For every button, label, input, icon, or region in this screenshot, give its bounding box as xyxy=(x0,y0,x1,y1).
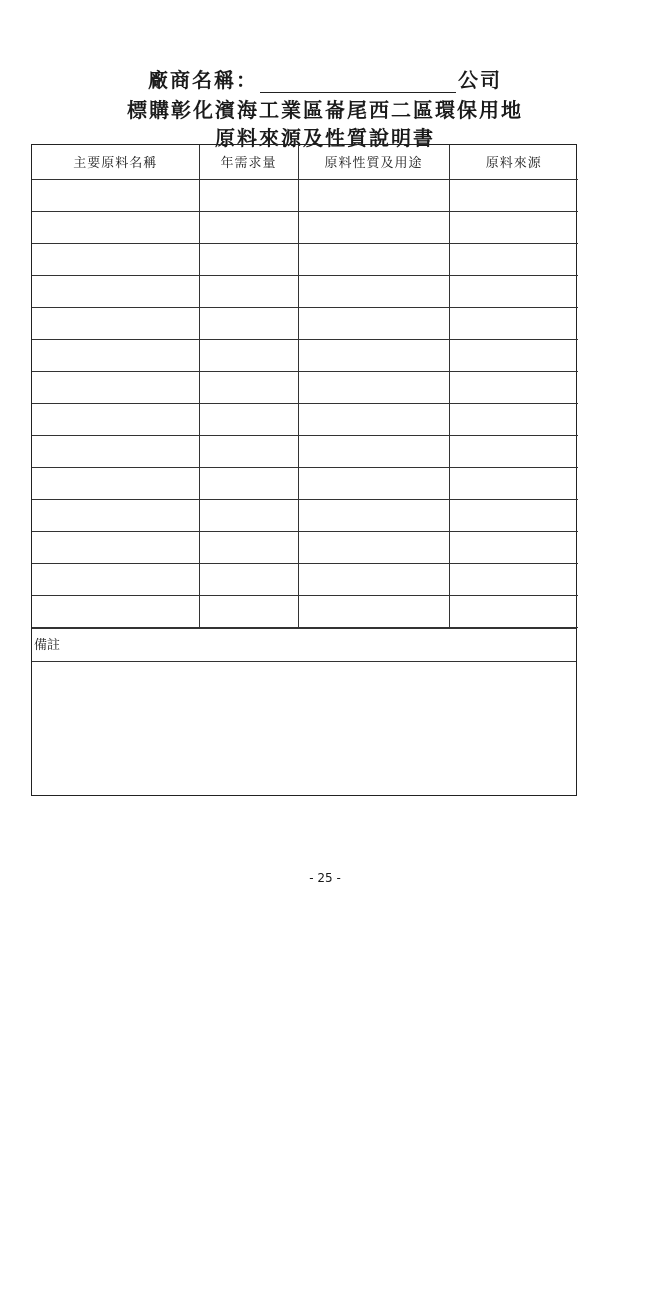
cell-annual-demand[interactable] xyxy=(199,499,298,531)
cell-source[interactable] xyxy=(449,435,578,467)
table-row xyxy=(32,595,578,627)
cell-annual-demand[interactable] xyxy=(199,595,298,627)
table-row xyxy=(32,403,578,435)
company-name-line xyxy=(0,64,650,93)
cell-source[interactable] xyxy=(449,243,578,275)
cell-annual-demand[interactable] xyxy=(199,179,298,211)
cell-source[interactable] xyxy=(449,307,578,339)
cell-source[interactable] xyxy=(449,371,578,403)
company-suffix: 公司 xyxy=(458,68,502,92)
cell-material-name[interactable] xyxy=(32,595,199,627)
table-row xyxy=(32,563,578,595)
cell-annual-demand[interactable] xyxy=(199,371,298,403)
cell-annual-demand[interactable] xyxy=(199,211,298,243)
cell-annual-demand[interactable] xyxy=(199,403,298,435)
remarks-area[interactable] xyxy=(32,662,576,1312)
cell-properties-usage[interactable] xyxy=(298,531,449,563)
table-body xyxy=(32,179,578,627)
remarks-label: 備註 xyxy=(32,628,576,662)
cell-annual-demand[interactable] xyxy=(199,467,298,499)
table-row xyxy=(32,211,578,243)
cell-material-name[interactable] xyxy=(32,339,199,371)
table-row xyxy=(32,467,578,499)
cell-properties-usage[interactable] xyxy=(298,563,449,595)
cell-properties-usage[interactable] xyxy=(298,179,449,211)
table-row xyxy=(32,339,578,371)
table-row xyxy=(32,275,578,307)
materials-table xyxy=(32,145,578,628)
table-row xyxy=(32,243,578,275)
cell-material-name[interactable] xyxy=(32,531,199,563)
cell-properties-usage[interactable] xyxy=(298,403,449,435)
cell-properties-usage[interactable] xyxy=(298,275,449,307)
materials-form xyxy=(31,144,577,796)
header-annual-demand: 年需求量 xyxy=(199,145,298,179)
cell-properties-usage[interactable] xyxy=(298,435,449,467)
cell-properties-usage[interactable] xyxy=(298,595,449,627)
cell-material-name[interactable] xyxy=(32,275,199,307)
cell-annual-demand[interactable] xyxy=(199,531,298,563)
cell-source[interactable] xyxy=(449,595,578,627)
cell-material-name[interactable] xyxy=(32,467,199,499)
cell-material-name[interactable] xyxy=(32,307,199,339)
table-row xyxy=(32,371,578,403)
cell-source[interactable] xyxy=(449,563,578,595)
cell-properties-usage[interactable] xyxy=(298,307,449,339)
cell-annual-demand[interactable] xyxy=(199,563,298,595)
cell-properties-usage[interactable] xyxy=(298,243,449,275)
cell-material-name[interactable] xyxy=(32,371,199,403)
cell-properties-usage[interactable] xyxy=(298,211,449,243)
cell-annual-demand[interactable] xyxy=(199,243,298,275)
cell-material-name[interactable] xyxy=(32,435,199,467)
document-title: 標購彰化濱海工業區崙尾西二區環保用地 xyxy=(127,98,523,122)
cell-source[interactable] xyxy=(449,531,578,563)
table-row xyxy=(32,435,578,467)
header-properties-usage: 原料性質及用途 xyxy=(298,145,449,179)
cell-properties-usage[interactable] xyxy=(298,499,449,531)
cell-annual-demand[interactable] xyxy=(199,339,298,371)
cell-properties-usage[interactable] xyxy=(298,339,449,371)
cell-source[interactable] xyxy=(449,339,578,371)
cell-annual-demand[interactable] xyxy=(199,435,298,467)
header-material-name: 主要原料名稱 xyxy=(32,145,199,179)
header-source: 原料來源 xyxy=(449,145,578,179)
cell-source[interactable] xyxy=(449,403,578,435)
cell-annual-demand[interactable] xyxy=(199,307,298,339)
table-row xyxy=(32,179,578,211)
table-row xyxy=(32,531,578,563)
cell-source[interactable] xyxy=(449,499,578,531)
cell-material-name[interactable] xyxy=(32,563,199,595)
table-row xyxy=(32,499,578,531)
cell-material-name[interactable] xyxy=(32,403,199,435)
cell-source[interactable] xyxy=(449,275,578,307)
cell-source[interactable] xyxy=(449,179,578,211)
cell-material-name[interactable] xyxy=(32,211,199,243)
cell-properties-usage[interactable] xyxy=(298,371,449,403)
cell-material-name[interactable] xyxy=(32,499,199,531)
cell-properties-usage[interactable] xyxy=(298,467,449,499)
cell-annual-demand[interactable] xyxy=(199,275,298,307)
page-number: - 25 - xyxy=(309,871,341,885)
document-subtitle: 原料來源及性質說明書 xyxy=(215,126,435,150)
cell-source[interactable] xyxy=(449,211,578,243)
cell-source[interactable] xyxy=(449,467,578,499)
company-name-label: 廠商名稱： xyxy=(148,68,258,92)
table-header-row xyxy=(32,145,578,179)
company-name-blank[interactable] xyxy=(260,72,456,93)
cell-material-name[interactable] xyxy=(32,243,199,275)
table-row xyxy=(32,307,578,339)
cell-material-name[interactable] xyxy=(32,179,199,211)
